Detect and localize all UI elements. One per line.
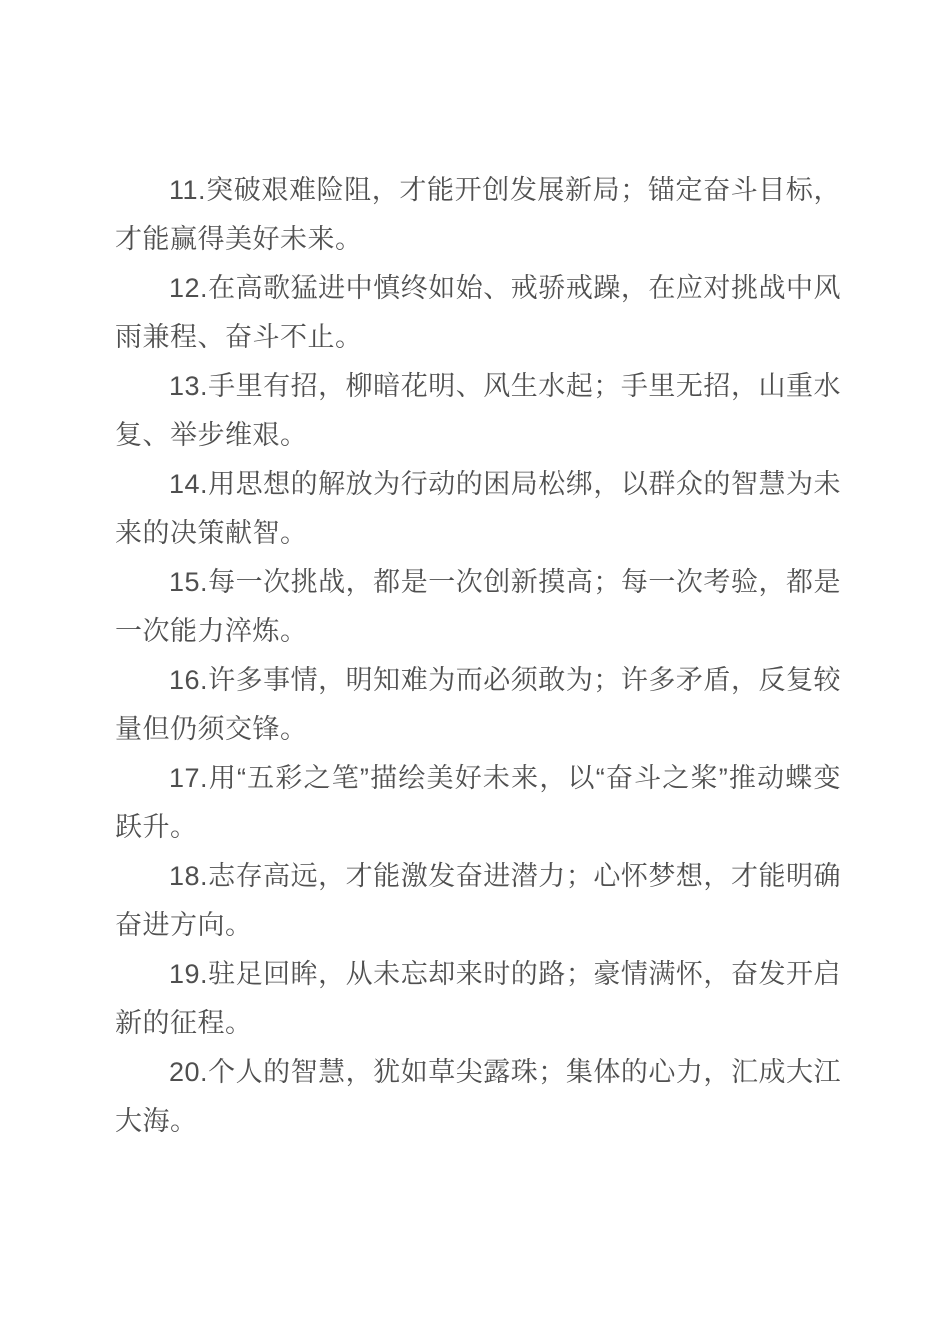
item-text: 突破艰难险阻，才能开创发展新局；锚定奋斗目标，才能赢得美好未来。 [115,175,841,254]
item-text: 个人的智慧，犹如草尖露珠；集体的心力，汇成大江大海。 [115,1057,841,1136]
list-item [115,1048,841,1146]
item-text: 用思想的解放为行动的困局松绑，以群众的智慧为未来的决策献智。 [115,469,841,548]
item-text: 许多事情，明知难为而必须敢为；许多矛盾，反复较量但仍须交锋。 [115,665,841,744]
item-number: 11. [169,175,207,205]
list-item [115,362,841,460]
item-number: 12. [169,273,209,303]
item-number: 18. [169,861,209,891]
item-number: 15. [169,567,209,597]
item-number: 16. [169,665,209,695]
item-text: 手里有招，柳暗花明、风生水起；手里无招，山重水复、举步维艰。 [115,371,841,450]
item-text: 驻足回眸，从未忘却来时的路；豪情满怀，奋发开启新的征程。 [115,959,841,1038]
list-item [115,950,841,1048]
item-number: 13. [169,371,209,401]
item-number: 14. [169,469,209,499]
list-item [115,166,841,264]
item-number: 19. [169,959,209,989]
list-item [115,754,841,852]
item-text: 每一次挑战，都是一次创新摸高；每一次考验，都是一次能力淬炼。 [115,567,841,646]
list-item [115,558,841,656]
item-number: 20. [169,1057,209,1087]
list-item [115,264,841,362]
list-item [115,460,841,558]
item-text: 用“五彩之笔”描绘美好未来，以“奋斗之桨”推动蝶变跃升。 [115,763,841,842]
document-body [115,166,841,1146]
list-item [115,852,841,950]
list-item [115,656,841,754]
item-text: 在高歌猛进中慎终如始、戒骄戒躁，在应对挑战中风雨兼程、奋斗不止。 [115,273,841,352]
item-text: 志存高远，才能激发奋进潜力；心怀梦想，才能明确奋进方向。 [115,861,841,940]
item-number: 17. [169,763,209,793]
